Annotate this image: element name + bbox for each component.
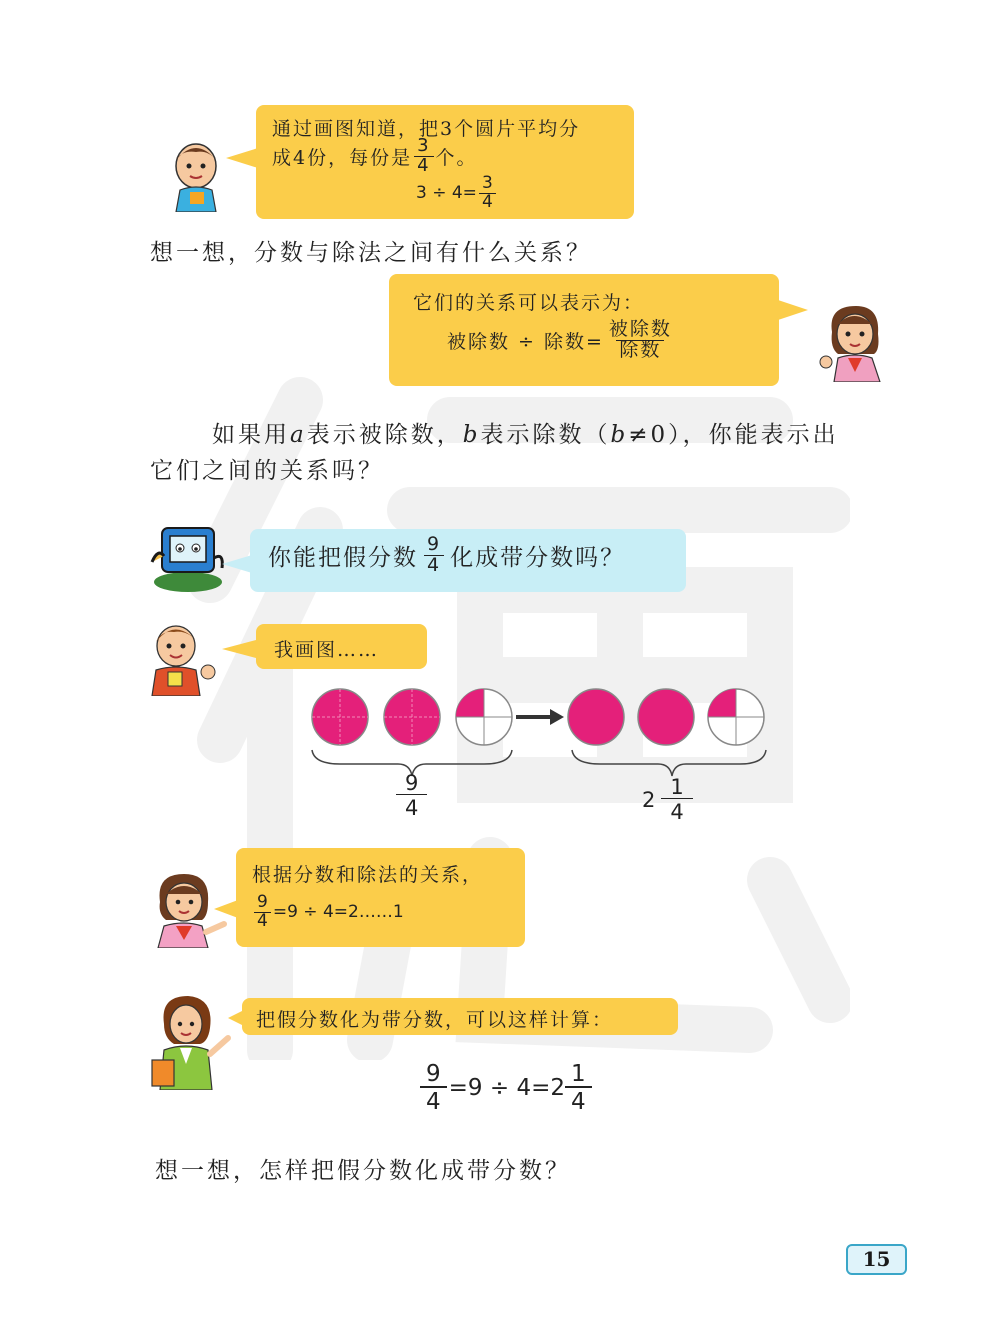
right-mixed-number-label [642, 776, 695, 823]
fraction-circle-diagram [300, 680, 780, 840]
speech-bubble-question [250, 529, 686, 592]
fraction-numerator: 3 [417, 135, 431, 156]
bubble-text: 你能把假分数 [268, 544, 418, 571]
bubble-tail [226, 148, 258, 168]
bubble-line: 它们的关系可以表示为： [413, 292, 645, 314]
paragraph-text: 如果用 [212, 422, 290, 448]
formula-text: 被除数 ÷ 除数= [447, 330, 604, 353]
fraction-denominator: 除数 [616, 340, 664, 361]
formula-text: =9 ÷ 4=2 [448, 1075, 565, 1102]
whole-circle-1 [312, 689, 368, 745]
fraction-numerator: 被除数 [608, 318, 672, 340]
paragraph-text: 表示被除数， [306, 422, 463, 448]
bubble-tail [222, 555, 252, 573]
relation-formula [447, 320, 677, 361]
fraction [254, 894, 271, 931]
computer-mascot-icon [148, 522, 228, 592]
fraction-denominator: 4 [565, 1086, 592, 1114]
bubble-tail [214, 900, 238, 918]
page-number: 15 [846, 1244, 907, 1275]
speech-bubble-relation [389, 274, 779, 386]
bubble-text: 成4份，每份是 [272, 146, 413, 169]
paragraph-text: ≠0），你能表示出 [628, 422, 839, 448]
bubble-line: 根据分数和除法的关系， [252, 864, 484, 886]
equation-text: =9 ÷ 4=2……1 [272, 902, 404, 923]
equation-text: 3 ÷ 4= [416, 183, 477, 204]
fraction-denominator: 4 [414, 156, 433, 176]
variable-b: b [610, 422, 629, 448]
equation [416, 175, 498, 212]
whole-circle-4 [638, 689, 694, 745]
paragraph-line [212, 416, 839, 449]
mixed-whole: 2 [642, 787, 656, 812]
speech-bubble-draw [256, 624, 427, 669]
fraction [479, 175, 496, 212]
speech-bubble-division [236, 848, 525, 947]
question-line [268, 535, 625, 576]
fraction-denominator: 4 [424, 555, 444, 576]
fraction-denominator: 4 [479, 193, 496, 212]
whole-circle-3 [568, 689, 624, 745]
speech-bubble-drawing [256, 105, 634, 219]
fraction [396, 772, 427, 819]
speech-bubble-method [242, 998, 678, 1035]
boy-character-icon [146, 622, 218, 696]
bubble-line: 把假分数化为带分数，可以这样计算： [256, 1009, 614, 1031]
fraction-denominator: 4 [254, 912, 271, 931]
fraction-numerator: 9 [427, 533, 442, 555]
bubble-tail [778, 300, 808, 320]
bubble-line: 我画图…… [274, 639, 380, 661]
bubble-text: 化成带分数吗？ [450, 544, 626, 571]
fraction [565, 1062, 592, 1114]
variable-b: b [462, 422, 481, 448]
fraction [606, 320, 675, 361]
fraction [414, 137, 433, 176]
paragraph-text: 表示除数（ [480, 422, 611, 448]
fraction-numerator: 9 [405, 771, 419, 795]
fraction-numerator: 3 [481, 173, 493, 193]
division-equation [252, 894, 404, 931]
fraction-denominator: 4 [661, 798, 692, 823]
fraction [661, 776, 692, 823]
fraction-numerator: 9 [426, 1061, 441, 1087]
fraction-numerator: 1 [670, 775, 684, 799]
bubble-line: 通过画图知道，把3个圆片平均分 [272, 118, 581, 140]
quarter-circle [456, 689, 512, 745]
teacher-character-icon [150, 994, 234, 1090]
boy-character-icon [168, 140, 226, 212]
arrow-icon [516, 709, 564, 725]
variable-a: a [290, 422, 307, 448]
paragraph-line: 它们之间的关系吗？ [150, 458, 384, 484]
conversion-formula [418, 1062, 594, 1114]
bubble-tail [222, 640, 256, 658]
fraction-denominator: 4 [396, 794, 427, 819]
left-circle-group [312, 689, 512, 776]
right-circle-group [568, 689, 766, 776]
fraction-denominator: 4 [420, 1086, 447, 1114]
right-brace [572, 750, 766, 776]
quarter-circle [708, 689, 764, 745]
whole-circle-2 [384, 689, 440, 745]
fraction-numerator: 9 [257, 892, 268, 912]
fraction [424, 535, 444, 576]
girl-character-icon [818, 302, 890, 382]
question-text: 想一想，分数与除法之间有什么关系？ [150, 240, 592, 266]
bubble-line [272, 137, 478, 176]
fraction [420, 1062, 447, 1114]
fraction-numerator: 1 [570, 1061, 586, 1087]
question-text: 想一想，怎样把假分数化成带分数？ [155, 1158, 571, 1184]
bubble-text: 个。 [435, 146, 478, 169]
left-fraction-label [394, 772, 429, 819]
